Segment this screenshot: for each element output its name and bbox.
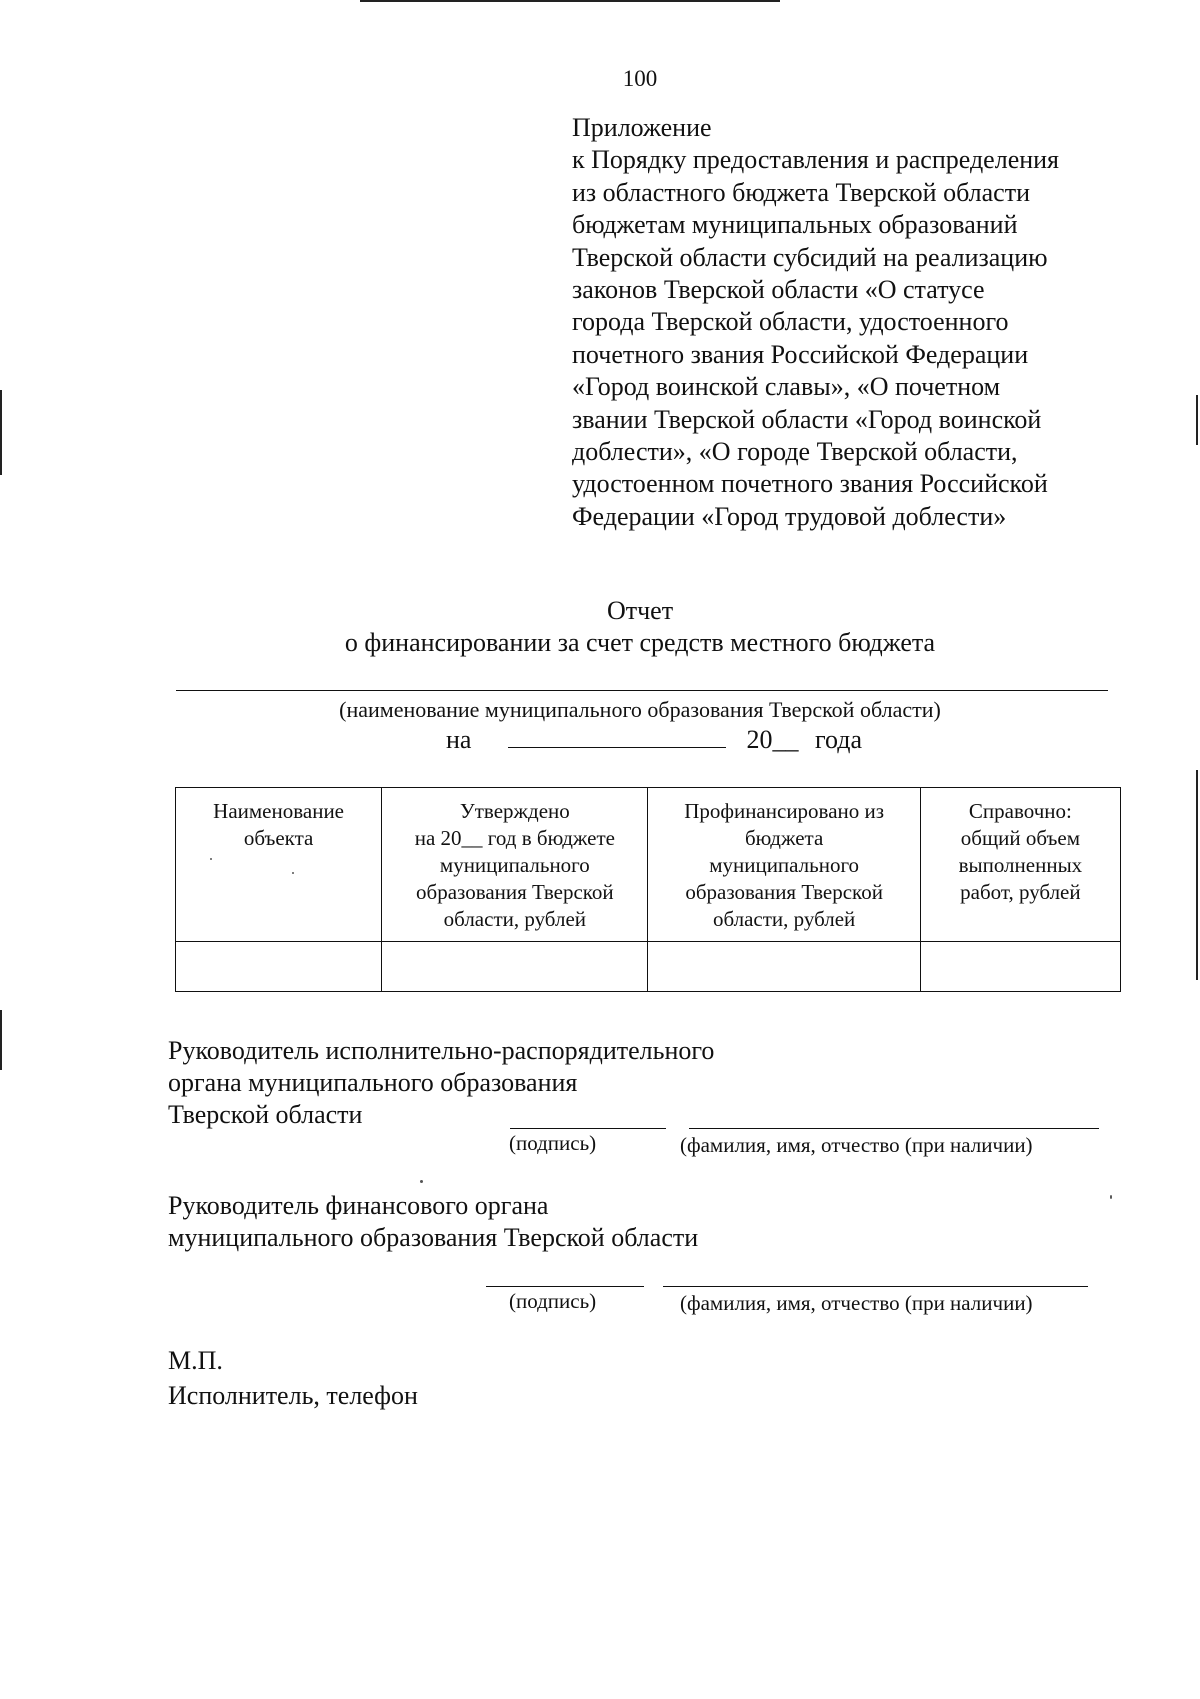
date-prefix: на — [446, 725, 472, 754]
signature-title-line: Руководитель финансового органа — [168, 1191, 549, 1220]
table-header-row — [176, 788, 1121, 942]
appendix-line: города Тверской области, удостоенного — [572, 307, 1009, 337]
table-row — [176, 942, 1121, 992]
report-title: Отчет — [606, 596, 674, 625]
signature-title-line: Тверской области — [168, 1100, 363, 1129]
date-year: 20__ — [746, 725, 799, 754]
signature-caption: (подпись) — [509, 1289, 597, 1313]
column-header-financed: Профинансировано из бюджета муниципального образования Тверской области, рублей — [648, 788, 920, 942]
scan-edge-mark — [0, 390, 2, 475]
scan-speck — [420, 1180, 423, 1183]
signature-line[interactable] — [510, 1128, 666, 1129]
page-number: 100 — [622, 66, 658, 91]
column-header-object-name: Наименование объекта — [176, 788, 382, 942]
column-header-approved: Утверждено на 20__ год в бюджете муниципального образования Тверской области, рублей — [382, 788, 648, 942]
appendix-line: звании Тверской области «Город воинской — [572, 404, 1042, 434]
table-cell[interactable] — [382, 942, 648, 992]
appendix-line: к Порядку предоставления и распределения — [572, 145, 1060, 175]
report-subtitle: о финансировании за счет средств местного бюджета — [344, 628, 936, 657]
appendix-header — [572, 112, 1132, 533]
appendix-line: бюджетам муниципальных образований — [572, 210, 1018, 240]
report-date-line — [446, 725, 862, 755]
signature-caption: (подпись) — [509, 1131, 597, 1155]
scan-edge-mark — [360, 0, 780, 2]
signature-block-executive — [168, 1035, 714, 1131]
signature-title-line: Руководитель исполнительно-распорядительного — [168, 1036, 715, 1065]
signature-line[interactable] — [486, 1286, 644, 1287]
appendix-line: Федерации «Город трудовой доблести» — [572, 501, 1007, 531]
report-table — [175, 787, 1121, 992]
scan-speck — [1110, 1195, 1112, 1199]
municipality-caption: (наименование муниципального образования Тверской области) — [339, 697, 941, 722]
full-name-caption: (фамилия, имя, отчество (при наличии) — [680, 1133, 1033, 1157]
scan-edge-mark — [1196, 395, 1198, 445]
full-name-line[interactable] — [689, 1128, 1099, 1129]
table-cell[interactable] — [176, 942, 382, 992]
appendix-line: почетного звания Российской Федерации — [572, 339, 1029, 369]
signature-title-line: муниципального образования Тверской области — [168, 1223, 699, 1252]
signature-title-line: органа муниципального образования — [168, 1068, 578, 1097]
table-cell[interactable] — [920, 942, 1120, 992]
full-name-caption: (фамилия, имя, отчество (при наличии) — [680, 1291, 1033, 1315]
appendix-line: Приложение — [572, 113, 712, 142]
municipality-name-line[interactable] — [176, 690, 1108, 691]
stamp-label: М.П. — [168, 1346, 223, 1375]
date-suffix: года — [814, 725, 863, 754]
appendix-line: из областного бюджета Тверской области — [572, 177, 1030, 207]
full-name-line[interactable] — [663, 1286, 1088, 1287]
executor-label: Исполнитель, телефон — [168, 1381, 418, 1410]
appendix-line: законов Тверской области «О статусе — [572, 275, 985, 305]
scan-edge-mark — [1196, 770, 1198, 980]
date-blank-field[interactable] — [508, 725, 726, 748]
table-cell[interactable] — [648, 942, 920, 992]
appendix-line: «Город воинской славы», «О почетном — [572, 372, 1001, 402]
appendix-line: удостоенном почетного звания Российской — [572, 469, 1048, 499]
footer-block — [168, 1343, 418, 1413]
appendix-line: доблести», «О городе Тверской области, — [572, 437, 1018, 467]
scan-edge-mark — [0, 1010, 2, 1070]
column-header-reference-total: Справочно: общий объем выполненных работ, рублей — [920, 788, 1120, 942]
appendix-line: Тверской области субсидий на реализацию — [572, 242, 1048, 272]
signature-block-finance — [168, 1190, 698, 1254]
